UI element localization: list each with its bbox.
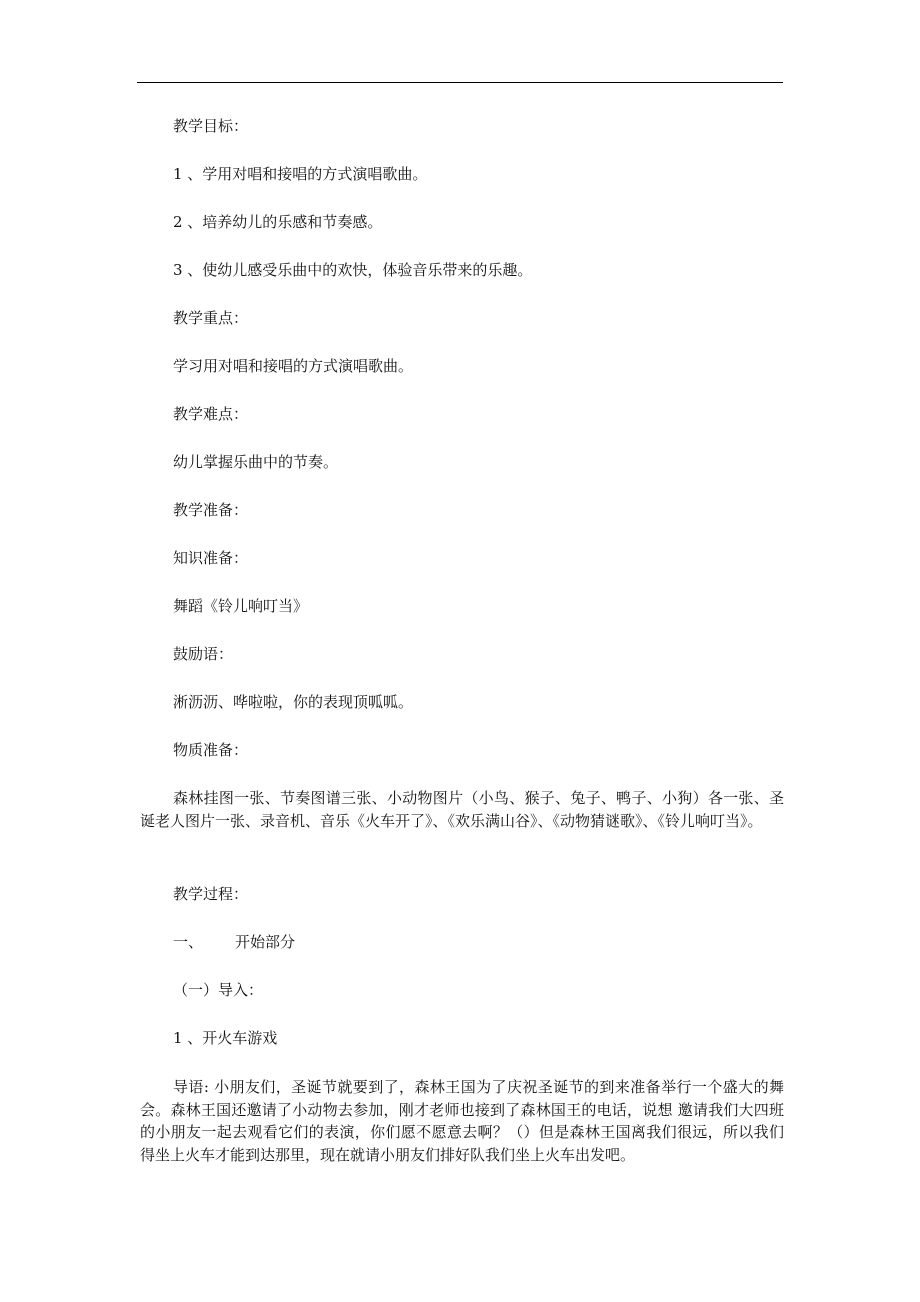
encouragement-text: 淅沥沥、哗啦啦，你的表现顶呱呱。 [173, 693, 414, 711]
key-point-text: 学习用对唱和接唱的方式演唱歌曲。 [173, 357, 414, 375]
sub-section-1: （一）导入： [173, 981, 264, 999]
knowledge-prep-heading: 知识准备： [173, 549, 249, 567]
intro-paragraph: 导语: 小朋友们，圣诞节就要到了，森林王国为了庆祝圣诞节的到来准备举行一个盛大的舞会。森林王国还邀请了小动物去参加，刚才老师也接到了森林国王的电话，说想 邀请我们大四班的小朋友一起去观看它们的表演，你们愿不愿意去啊？（）但是森林王国离我们很远，所以我们得坐上火车才能到达那里，现在就请小朋友们排好队我们坐上火车出发吧。 [140, 1078, 784, 1164]
material-prep-heading: 物质准备： [173, 741, 249, 759]
objective-1: 1 、学用对唱和接唱的方式演唱歌曲。 [173, 165, 428, 183]
material-prep-text: 森林挂图一张、节奏图谱三张、小动物图片（小鸟、猴子、兔子、鸭子、小狗）各一张、圣诞老人图片一张、录音机、音乐《火车开了》、《欢乐满山谷》、《动物猜谜歌》、《铃儿响叮当》。 [140, 789, 784, 830]
encouragement-heading: 鼓励语： [173, 645, 234, 663]
difficulty-heading: 教学难点： [173, 405, 249, 423]
header-rule [137, 82, 783, 83]
knowledge-prep-text: 舞蹈《铃儿响叮当》 [173, 597, 309, 615]
objective-2: 2 、培养幼儿的乐感和节奏感。 [173, 213, 383, 231]
objectives-heading: 教学目标： [173, 117, 249, 135]
section-1-heading [173, 932, 295, 952]
section-1-title: 开始部分 [235, 933, 296, 951]
key-point-heading: 教学重点： [173, 309, 249, 327]
objective-3: 3 、使幼儿感受乐曲中的欢快，体验音乐带来的乐趣。 [173, 261, 533, 279]
step-1: 1 、开火车游戏 [173, 1029, 278, 1047]
section-1-number: 一、 [173, 933, 204, 951]
preparation-heading: 教学准备： [173, 501, 249, 519]
process-heading: 教学过程： [173, 885, 249, 903]
difficulty-text: 幼儿掌握乐曲中的节奏。 [173, 453, 339, 471]
